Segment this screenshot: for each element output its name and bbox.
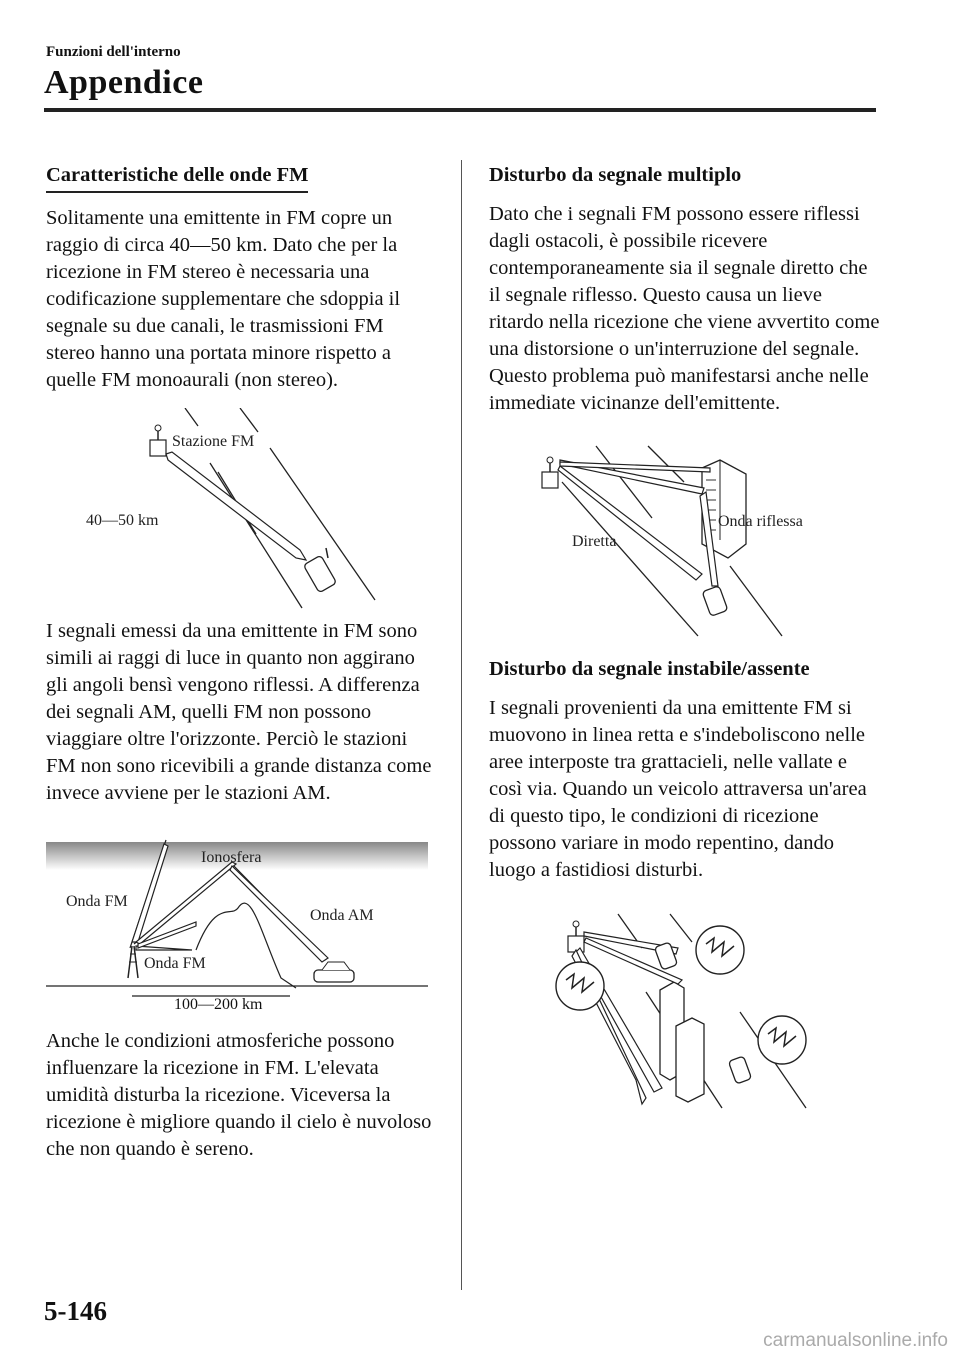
watermark: carmanualsonline.info: [763, 1330, 948, 1351]
label-fm-wave-top: Onda FM: [66, 893, 128, 910]
breadcrumb: Funzioni dell'interno: [46, 44, 181, 60]
label-ionosphere: Ionosfera: [201, 849, 262, 866]
paragraph-multipath: Dato che i segnali FM possono essere riflessi dagli ostacoli, è possibile ricevere contemporaneamente sia il segnale diretto che il segnale riflesso. Questo causa un lieve ritardo nella ricezione che viene avvertito come una distorsione o un'interruzione del segnale. Questo problema può manifestarsi anche nelle immediate vicinanze dell'emittente.: [489, 203, 880, 414]
paragraph-unstable-signal: I segnali provenienti da una emittente FM si muovono in linea retta e s'indeboliscono nelle aree interposte tra grattacieli, nelle vallate e così via. Quando un veicolo attraversa un'area di questo tipo, le condizioni di ricezione possono variare in modo repentino, dando luogo a fastidiosi disturbi.: [489, 697, 867, 881]
tower-icon: [542, 457, 558, 488]
label-station: Stazione FM: [172, 433, 255, 450]
tower-icon: [150, 425, 166, 456]
label-fm-wave-bottom: Onda FM: [144, 955, 206, 972]
tower-icon: [128, 946, 138, 978]
heading-fm-characteristics: Caratteristiche delle onde FM: [46, 162, 308, 193]
heading-unstable-signal: Disturbo da segnale instabile/assente: [489, 658, 810, 680]
paragraph-weather: Anche le condizioni atmosferiche possono influenzare la ricezione in FM. L'elevata umidità disturba la ricezione. Viceversa la ricezione è migliore quando il cielo è nuvoloso che non quando è sereno.: [46, 1030, 432, 1160]
label-am-wave: Onda AM: [310, 907, 374, 924]
figure-unstable-signal: [550, 908, 818, 1112]
right-column-bottom: [489, 656, 881, 884]
car-icon: [702, 586, 728, 617]
column-divider: [461, 160, 462, 1290]
label-direct-wave: Diretta: [572, 533, 617, 550]
car-icon: [303, 548, 336, 593]
tower-icon: [568, 921, 584, 952]
figure-fm-station-range: [70, 408, 400, 614]
label-reflected-wave: Onda riflessa: [718, 513, 803, 530]
label-range: 40―50 km: [86, 512, 159, 529]
paragraph-fm-propagation: I segnali emessi da una emittente in FM sono simili ai raggi di luce in quanto non aggirano gli angoli bensì vengono riflessi. A differenza dei segnali AM, quelli FM non possono viaggiare oltre l'orizzonte. Perciò le stazioni FM non sono ricevibili a grande distanza come invece avviene per le stazioni AM.: [46, 620, 432, 804]
page-title: Appendice: [44, 64, 204, 101]
heading-multipath: Disturbo da segnale multiplo: [489, 164, 742, 186]
car-icon: [314, 962, 354, 982]
header-rule: [44, 108, 876, 112]
paragraph-fm-range: Solitamente una emittente in FM copre un raggio di circa 40―50 km. Dato che per la ricezione in FM stereo è necessaria una codificazione supplementare che sdoppia il segnale su due canali, le trasmissioni FM stereo hanno una portata minore rispetto a quelle FM monoaurali (non stereo).: [46, 207, 401, 391]
left-column-bottom: [46, 1028, 436, 1163]
building-icon: [660, 982, 704, 1102]
label-distance: 100―200 km: [174, 996, 263, 1013]
left-column-top: [46, 162, 436, 394]
page-number: 5-146: [44, 1296, 107, 1326]
figure-multipath: [534, 440, 834, 640]
right-column-top: [489, 162, 881, 417]
figure-am-fm-ionosphere: [46, 838, 428, 1013]
left-column-mid: [46, 618, 436, 807]
